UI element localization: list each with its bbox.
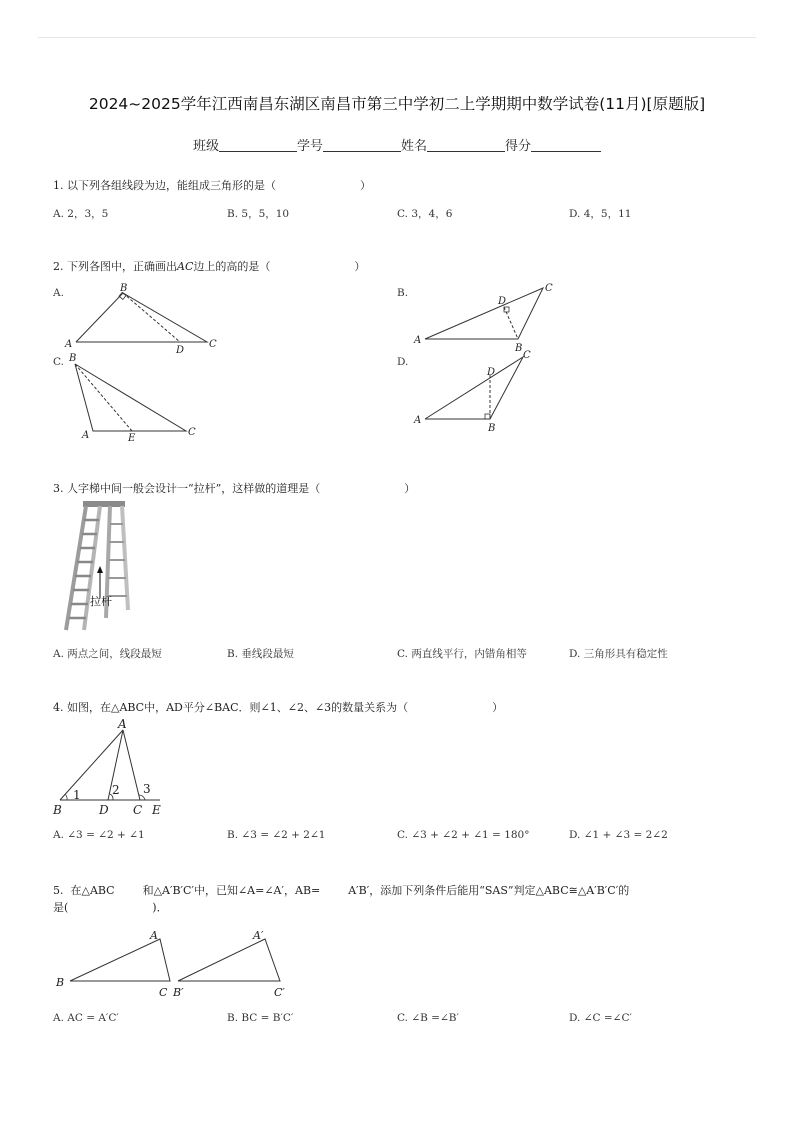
q5-label-A-prime: A′ <box>253 929 264 942</box>
id-blank[interactable] <box>323 138 401 152</box>
q1-option-b[interactable]: B. 5，5，10 <box>227 208 290 220</box>
ladder-image <box>58 498 134 633</box>
q2b-label-B: B <box>515 343 523 354</box>
q2a-label-B: B <box>120 283 128 294</box>
q4-option-b[interactable]: B. ∠3 = ∠2 + 2∠1 <box>227 829 326 841</box>
q2c-label-E: E <box>128 433 136 443</box>
score-label: 得分 <box>505 139 532 154</box>
q2b-label-D: D <box>498 296 507 307</box>
q4-option-d[interactable]: D. ∠1 + ∠3 = 2∠2 <box>569 829 668 841</box>
q2-figure-b[interactable] <box>410 280 570 355</box>
id-label: 学号 <box>296 139 323 154</box>
q5-option-c[interactable]: C. ∠B =∠B′ <box>397 1012 459 1024</box>
name-blank[interactable] <box>427 138 505 152</box>
q4-angle-1: 1 <box>73 788 81 802</box>
q4-option-a[interactable]: A. ∠3 = ∠2 + ∠1 <box>53 829 145 841</box>
q4-label-D: D <box>99 803 109 817</box>
q4-figure[interactable] <box>50 714 175 820</box>
q2-figure-c[interactable] <box>60 348 210 443</box>
q5-label-C-prime: C′ <box>274 986 285 999</box>
question-2-stem: 2. 下列各图中，正确画出AC边上的高的是（ ） <box>53 260 366 273</box>
q2b-label-C: C <box>545 283 553 294</box>
q5-option-d[interactable]: D. ∠C =∠C′ <box>569 1012 632 1024</box>
q4-option-c[interactable]: C. ∠3 + ∠2 + ∠1 = 180° <box>397 829 530 841</box>
q3-option-b[interactable]: B. 垂线段最短 <box>227 648 294 660</box>
q2d-label-C: C <box>523 350 531 361</box>
q2-option-d-label[interactable]: D. <box>397 356 409 368</box>
q2a-label-D: D <box>176 345 185 355</box>
q2a-label-C: C <box>209 339 217 350</box>
q4-angle-2: 2 <box>112 783 120 797</box>
q4-label-E: E <box>152 803 161 817</box>
q1-option-d[interactable]: D. 4，5，11 <box>569 208 632 220</box>
q2-option-b-label[interactable]: B. <box>397 287 409 299</box>
ladder-illustration <box>58 498 134 633</box>
q2-figure-d[interactable] <box>410 345 550 440</box>
question-3-stem: 3. 人字梯中间一般会设计一“拉杆”，这样做的道理是（ ） <box>53 482 416 495</box>
q1-option-a[interactable]: A. 2，3，5 <box>53 208 109 220</box>
q2-figure-a[interactable] <box>60 280 230 355</box>
q2-option-c-label[interactable]: C. <box>53 356 64 368</box>
q5-option-a[interactable]: A. AC = A′C′ <box>53 1012 119 1024</box>
q5-label-A: A <box>150 929 158 942</box>
q5-figure[interactable] <box>52 924 302 1004</box>
q2-option-a-label[interactable]: A. <box>53 287 64 299</box>
q2d-label-D: D <box>487 367 496 378</box>
q3-option-a[interactable]: A. 两点之间，线段最短 <box>53 648 162 660</box>
q5-label-C: C <box>159 986 168 999</box>
ladder-brace-label: 拉杆 <box>90 595 112 608</box>
q3-option-c[interactable]: C. 两直线平行，内错角相等 <box>397 648 527 660</box>
q4-label-B: B <box>53 803 62 817</box>
score-blank[interactable] <box>531 138 601 152</box>
class-label: 班级 <box>192 139 219 154</box>
q2d-label-B: B <box>488 423 496 434</box>
q2c-label-B: B <box>69 353 77 364</box>
q5-label-B-prime: B′ <box>173 986 184 999</box>
class-blank[interactable] <box>219 138 297 152</box>
q1-option-c[interactable]: C. 3，4，6 <box>397 208 453 220</box>
q4-angle-3: 3 <box>143 782 151 796</box>
q3-option-d[interactable]: D. 三角形具有稳定性 <box>569 648 668 660</box>
question-1-stem: 1. 以下列各组线段为边，能组成三角形的是（ ） <box>53 179 371 192</box>
header-rule <box>38 37 756 38</box>
q4-label-A: A <box>118 717 127 731</box>
page-title: 2024~2025学年江西南昌东湖区南昌市第三中学初二上学期期中数学试卷(11月)[原题版] <box>88 95 706 113</box>
q5-label-B: B <box>56 976 65 989</box>
q5-option-b[interactable]: B. BC = B′C′ <box>227 1012 294 1024</box>
q2a-label-A: A <box>65 339 73 350</box>
q2d-label-A: A <box>414 415 422 426</box>
question-5-stem: 5. 在△ABC 和△A′B′C′中，已知∠A=∠A′，AB= A′B′，添加下列条件后能用“SAS”判定△ABC≅△A′B′C′的 是( )． <box>53 884 630 914</box>
q2b-label-A: A <box>414 335 422 346</box>
student-info-line <box>0 135 794 154</box>
q2c-label-C: C <box>188 427 196 438</box>
q2c-label-A: A <box>82 430 90 441</box>
name-label: 姓名 <box>401 139 428 154</box>
q4-label-C: C <box>133 803 143 817</box>
question-4-stem: 4. 如图，在△ABC中，AD平分∠BAC．则∠1、∠2、∠3的数量关系为（ ） <box>53 701 504 714</box>
